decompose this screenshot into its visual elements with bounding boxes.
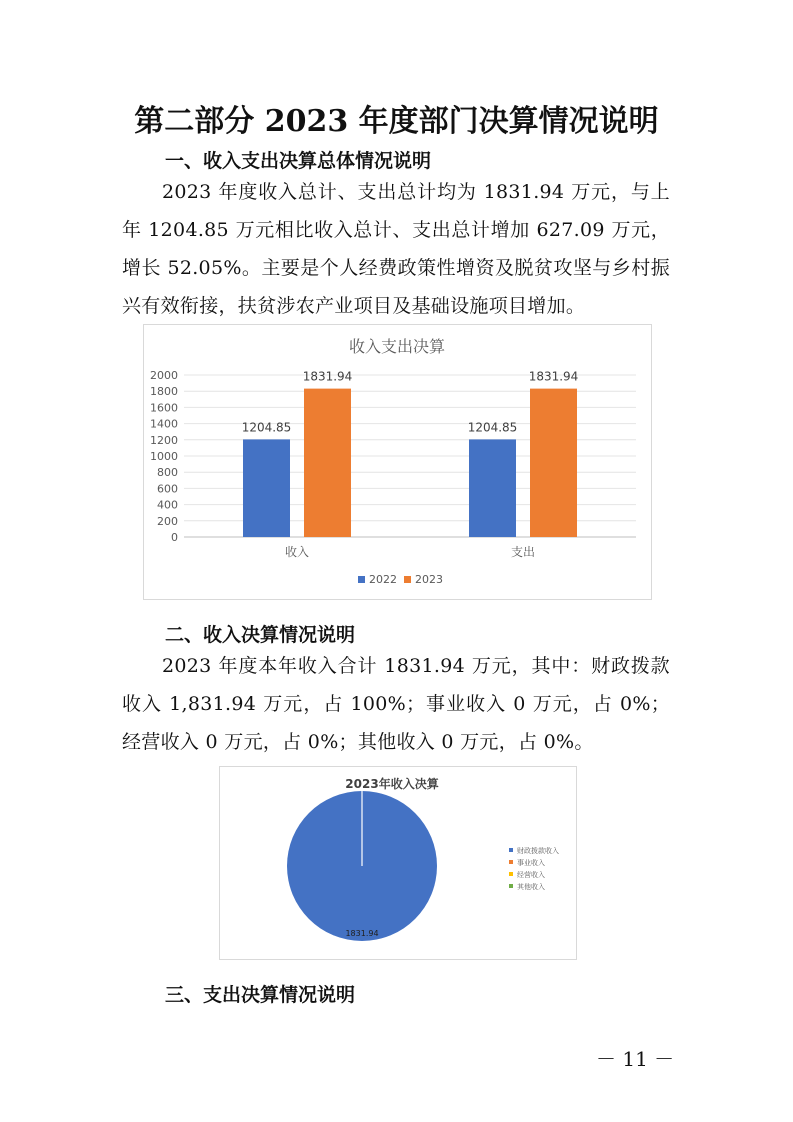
y-tick-label: 1800 (150, 385, 178, 399)
bar-2023-0 (304, 389, 351, 537)
y-tick-label: 1200 (150, 433, 178, 447)
y-tick-label: 600 (157, 482, 178, 496)
pie-legend-swatch (509, 848, 513, 852)
page-number: － 11 － (596, 1047, 675, 1071)
pie-chart (220, 767, 576, 959)
section-2-paragraph: 2023 年度本年收入合计 1831.94 万元，其中：财政拨款收入 1,831.94 万元，占 100%；事业收入 0 万元，占 0%；经营收入 0 万元，占 0%；其他收入 0 万元，占 0%。 (122, 655, 670, 753)
pie-legend-swatch (509, 884, 513, 888)
section-heading-1: 一、收入支出决算总体情况说明 (165, 150, 432, 172)
section-heading-2: 二、收入决算情况说明 (165, 624, 356, 646)
bar-data-label: 1204.85 (467, 420, 518, 435)
y-tick-label: 200 (157, 514, 178, 528)
legend-swatch (404, 576, 411, 583)
pie-legend-swatch (509, 860, 513, 864)
y-tick-label: 2000 (150, 369, 178, 382)
legend-swatch (358, 576, 365, 583)
bar-chart-container (143, 324, 652, 600)
y-tick-label: 1000 (150, 450, 178, 463)
page-title: 第二部分 2023 年度部门决算情况说明 (134, 104, 659, 139)
pie-legend-swatch (509, 872, 513, 876)
y-tick-label: 1600 (150, 401, 178, 415)
pie-legend-label: 财政拨款收入 (517, 847, 559, 855)
x-tick-label: 支出 (510, 545, 536, 559)
bar-data-label: 1204.85 (241, 420, 292, 435)
y-tick-label: 800 (157, 466, 178, 480)
pie-chart-container (219, 766, 577, 960)
pie-legend-label: 经营收入 (517, 871, 545, 879)
bar-chart-title: 收入支出决算 (348, 337, 446, 356)
y-tick-label: 0 (171, 531, 178, 544)
pie-legend-label: 事业收入 (517, 859, 545, 867)
legend-label: 2022 (369, 573, 397, 586)
bar-2023-1 (530, 389, 577, 537)
x-tick-label: 收入 (284, 545, 310, 559)
pie-chart-title: 2023年收入决算 (345, 777, 439, 791)
y-tick-label: 1400 (150, 417, 178, 431)
y-tick-label: 400 (157, 498, 178, 512)
pie-data-label: 1831.94 (345, 929, 379, 938)
section-1-paragraph: 2023 年度收入总计、支出总计均为 1831.94 万元，与上年 1204.85 万元相比收入总计、支出总计增加 627.09 万元，增长 52.05%。主要是个人经费政策性增资及脱贫攻坚与乡村振兴有效衔接，扶贫涉农产业项目及基础设施项目增加。 (122, 181, 670, 317)
bar-2022-0 (243, 439, 290, 537)
legend-label: 2023 (415, 573, 443, 586)
bar-chart (144, 325, 651, 599)
pie-legend-label: 其他收入 (517, 883, 545, 891)
bar-data-label: 1831.94 (528, 369, 579, 384)
bar-data-label: 1831.94 (302, 369, 353, 384)
bar-2022-1 (469, 439, 516, 537)
section-heading-3: 三、支出决算情况说明 (165, 984, 356, 1006)
